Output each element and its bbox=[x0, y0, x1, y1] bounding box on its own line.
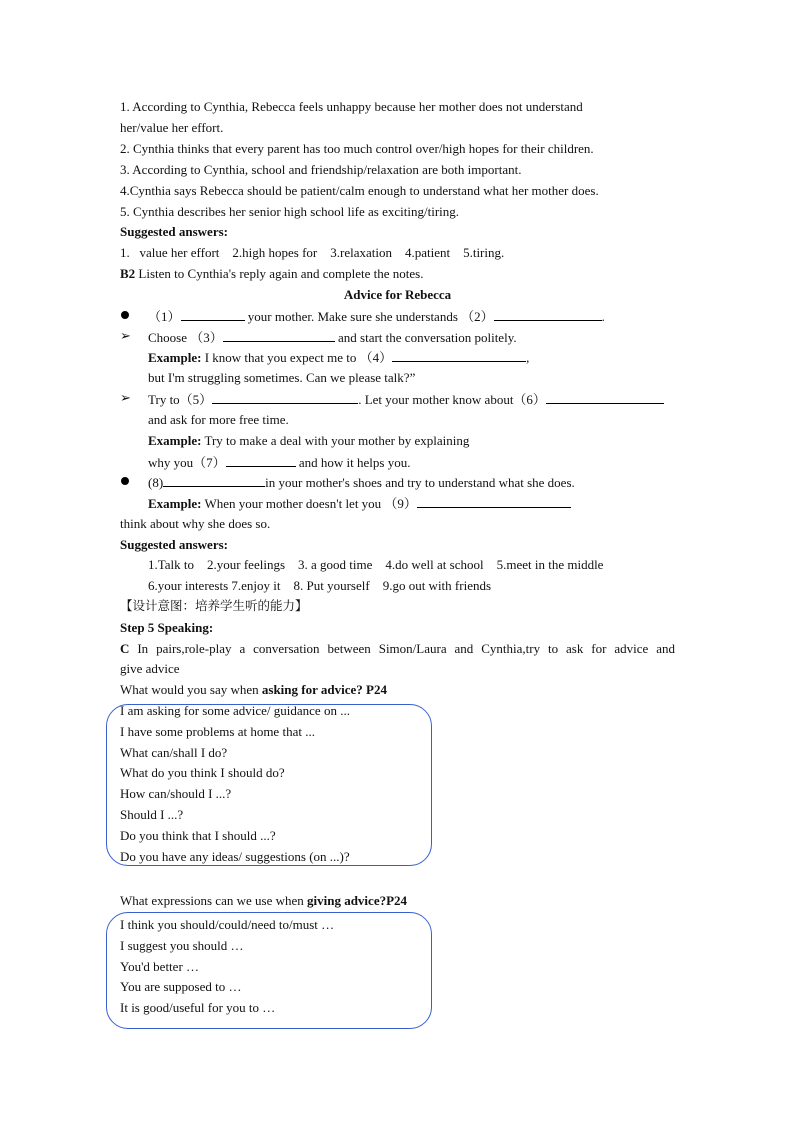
b2-answers-2: 6.your interests 7.enjoy it 8. Put yourself 9.go out with friends bbox=[148, 578, 492, 593]
b1-statement-2: 2. Cynthia thinks that every parent has too much control over/high hopes for their children. bbox=[120, 141, 594, 156]
example-3 bbox=[148, 495, 571, 512]
blank-6[interactable] bbox=[546, 391, 664, 404]
example-3-text: When your mother doesn't let you （9） bbox=[201, 496, 417, 511]
note-item-3 bbox=[148, 391, 664, 408]
item1-text: your mother. Make sure she understands （2） bbox=[244, 309, 494, 324]
ask-phrase: How can/should I ...? bbox=[120, 786, 232, 801]
give-question-bold: giving advice?P24 bbox=[307, 893, 408, 908]
ask-question-text: What would you say when bbox=[120, 682, 262, 697]
step5-instruction bbox=[120, 638, 675, 659]
blank-2[interactable] bbox=[494, 308, 602, 321]
item3-text: . Let your mother know about（6） bbox=[358, 392, 546, 407]
give-question-text: What expressions can we use when bbox=[120, 893, 307, 908]
b1-statement-1a: 1. According to Cynthia, Rebecca feels unhappy because her mother does not understand bbox=[120, 99, 583, 114]
step5-instruction-text: In pairs,role-play a conversation between Simon/Laura and Cynthia,try to ask for advice and bbox=[129, 641, 675, 656]
example-label: Example: bbox=[148, 350, 202, 365]
item2-text: and start the conversation politely. bbox=[334, 330, 517, 345]
b1-statement-3: 3. According to Cynthia, school and friendship/relaxation are both important. bbox=[120, 162, 522, 177]
example-1 bbox=[148, 349, 529, 366]
example-label: Example: bbox=[148, 496, 202, 511]
note-item-3-cont: and ask for more free time. bbox=[148, 412, 289, 427]
example-label: Example: bbox=[148, 433, 202, 448]
example-1-text: I know that you expect me to （4） bbox=[201, 350, 393, 365]
blank-8[interactable] bbox=[163, 474, 265, 487]
b1-answers-heading: Suggested answers: bbox=[120, 224, 228, 239]
blank-3[interactable] bbox=[223, 329, 335, 342]
ask-phrase: I am asking for some advice/ guidance on ... bbox=[120, 703, 350, 718]
ask-advice-question bbox=[120, 682, 387, 698]
give-phrase: I suggest you should … bbox=[120, 938, 244, 953]
b2-answers-1: 1.Talk to 2.your feelings 3. a good time 4.do well at school 5.meet in the middle bbox=[148, 557, 604, 572]
ask-phrase: What can/shall I do? bbox=[120, 745, 228, 760]
b2-instruction bbox=[120, 266, 423, 282]
arrow-bullet-icon: ➢ bbox=[120, 390, 131, 405]
step5-instruction-cont: give advice bbox=[120, 661, 180, 676]
item2-prefix: Choose （3） bbox=[148, 330, 223, 345]
ask-phrase: Do you think that I should ...? bbox=[120, 828, 276, 843]
give-phrase: You'd better … bbox=[120, 959, 200, 974]
note-item-1 bbox=[148, 308, 605, 325]
b1-statement-1b: her/value her effort. bbox=[120, 120, 224, 135]
give-phrase: I think you should/could/need to/must … bbox=[120, 917, 335, 932]
b2-label: B2 bbox=[120, 266, 136, 281]
b2-notes-title: Advice for Rebecca bbox=[343, 287, 452, 302]
example-2-prefix: why you（7） bbox=[148, 455, 226, 470]
b1-answers: 1. value her effort 2.high hopes for 3.relaxation 4.patient 5.tiring. bbox=[120, 245, 505, 260]
ask-phrase: Do you have any ideas/ suggestions (on ...)? bbox=[120, 849, 350, 864]
ask-phrase: I have some problems at home that ... bbox=[120, 724, 315, 739]
note-item-2 bbox=[148, 329, 517, 346]
blank-7[interactable] bbox=[226, 454, 296, 467]
example-2 bbox=[148, 433, 469, 449]
example-2-text: Try to make a deal with your mother by explaining bbox=[201, 433, 470, 448]
bullet-dot-icon bbox=[121, 477, 129, 485]
blank-4[interactable] bbox=[392, 349, 526, 362]
b2-answers-heading: Suggested answers: bbox=[120, 537, 228, 552]
blank-9[interactable] bbox=[417, 495, 571, 508]
item3-prefix: Try to（5） bbox=[148, 392, 213, 407]
item4-text: in your mother's shoes and try to understand what she does. bbox=[265, 475, 575, 490]
example-2-end: and how it helps you. bbox=[295, 455, 411, 470]
give-phrase: You are supposed to … bbox=[120, 979, 242, 994]
example-1-end: , bbox=[526, 350, 530, 365]
b2-instruction-text: Listen to Cynthia's reply again and complete the notes. bbox=[135, 266, 424, 281]
give-phrase: It is good/useful for you to … bbox=[120, 1000, 276, 1015]
example-1-cont: but I'm struggling sometimes. Can we please talk?” bbox=[148, 370, 416, 385]
give-advice-question bbox=[120, 893, 407, 909]
blank-1[interactable] bbox=[181, 308, 245, 321]
b1-statement-4: 4.Cynthia says Rebecca should be patient/calm enough to understand what her mother does. bbox=[120, 183, 599, 198]
example-3-cont: think about why she does so. bbox=[120, 516, 271, 531]
design-intent: 【设计意图：培养学生听的能力】 bbox=[120, 598, 308, 613]
blank-5[interactable] bbox=[212, 391, 358, 404]
ask-phrase: Should I ...? bbox=[120, 807, 184, 822]
example-2-cont bbox=[148, 454, 410, 471]
b1-statement-5: 5. Cynthia describes her senior high school life as exciting/tiring. bbox=[120, 204, 460, 219]
item4-prefix: (8) bbox=[148, 475, 164, 490]
c-label: C bbox=[120, 641, 130, 656]
bullet-dot-icon bbox=[121, 311, 129, 319]
ask-question-bold: asking for advice? P24 bbox=[261, 682, 387, 697]
step5-heading: Step 5 Speaking: bbox=[120, 620, 214, 635]
note-item-4 bbox=[148, 474, 575, 491]
ask-phrase: What do you think I should do? bbox=[120, 765, 285, 780]
item1-end: . bbox=[601, 309, 605, 324]
item1-prefix: （1） bbox=[148, 309, 181, 324]
arrow-bullet-icon: ➢ bbox=[120, 328, 131, 343]
